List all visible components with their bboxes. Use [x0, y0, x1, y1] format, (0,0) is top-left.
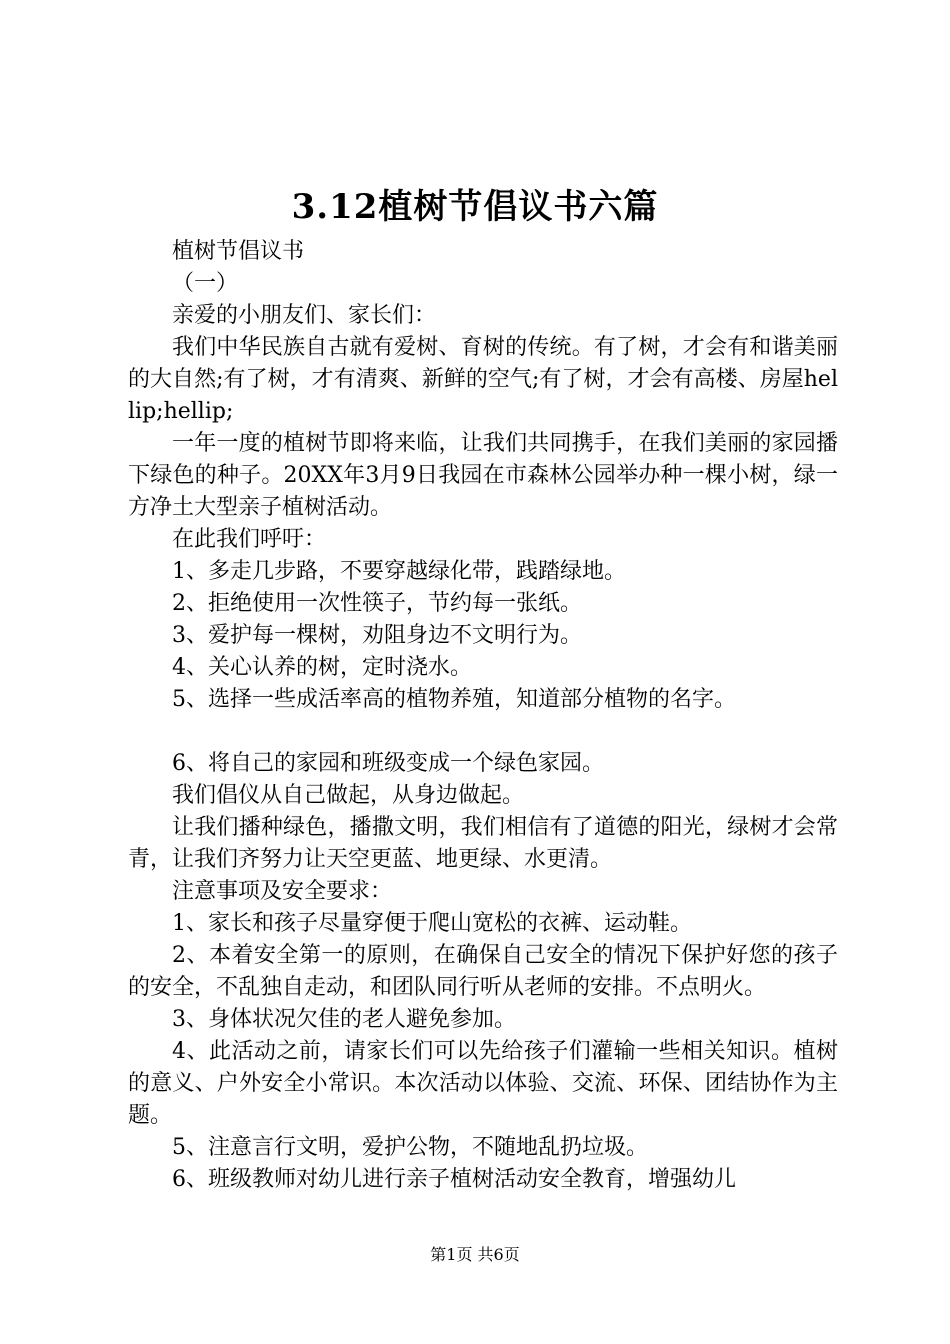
list-item: 4、此活动之前，请家长们可以先给孩子们灌输一些相关知识。植树的意义、户外安全小常识。本次活动以体验、交流、环保、团结协作为主题。	[128, 1039, 838, 1128]
paragraph: 让我们播种绿色，播撒文明，我们相信有了道德的阳光，绿树才会常青，让我们齐努力让天空更蓝、地更绿、水更清。	[128, 815, 838, 872]
list-item: 1、家长和孩子尽量穿便于爬山宽松的衣裤、运动鞋。	[172, 911, 692, 936]
document-body	[128, 236, 838, 1196]
document-title: 3.12植树节倡议书六篇	[291, 187, 659, 227]
list-item: 2、拒绝使用一次性筷子，节约每一张纸。	[172, 591, 582, 616]
list-item: 6、班级教师对幼儿进行亲子植树活动安全教育，增强幼儿	[172, 1167, 736, 1192]
page-footer: 第1页 共6页	[430, 1245, 520, 1264]
paragraph: 我们倡仪从自己做起，从身边做起。	[172, 783, 525, 808]
list-item: 5、注意言行文明，爱护公物，不随地乱扔垃圾。	[172, 1135, 648, 1160]
paragraph: 在此我们呼吁：	[172, 527, 327, 552]
list-item: 3、身体状况欠佳的老人避免参加。	[172, 1007, 516, 1032]
paragraph-salutation: 亲爱的小朋友们、家长们：	[172, 303, 437, 328]
list-item: 6、将自己的家园和班级变成一个绿色家园。	[172, 751, 604, 776]
list-item: 1、多走几步路，不要穿越绿化带，践踏绿地。	[172, 559, 626, 584]
list-item: 2、本着安全第一的原则，在确保自己安全的情况下保护好您的孩子的安全，不乱独自走动，和团队同行听从老师的安排。不点明火。	[128, 943, 838, 1000]
list-item: 5、选择一些成活率高的植物养殖，知道部分植物的名字。	[172, 687, 736, 712]
paragraph-subheading: 注意事项及安全要求：	[172, 879, 393, 904]
paragraph-section-number: （一）	[172, 271, 239, 296]
list-item: 3、爱护每一棵树，劝阻身边不文明行为。	[172, 623, 582, 648]
paragraph: 我们中华民族自古就有爱树、育树的传统。有了树，才会有和谐美丽的大自然;有了树，才有清爽、新鲜的空气;有了树，才会有高楼、房屋hellip;hellip;	[128, 335, 838, 424]
list-item: 4、关心认养的树，定时浇水。	[172, 655, 472, 680]
paragraph: 一年一度的植树节即将来临，让我们共同携手，在我们美丽的家园播下绿色的种子。20XX年3月9日我园在市森林公园举办种一棵小树，绿一方净土大型亲子植树活动。	[128, 431, 838, 520]
paragraph-heading: 植树节倡议书	[172, 239, 305, 264]
